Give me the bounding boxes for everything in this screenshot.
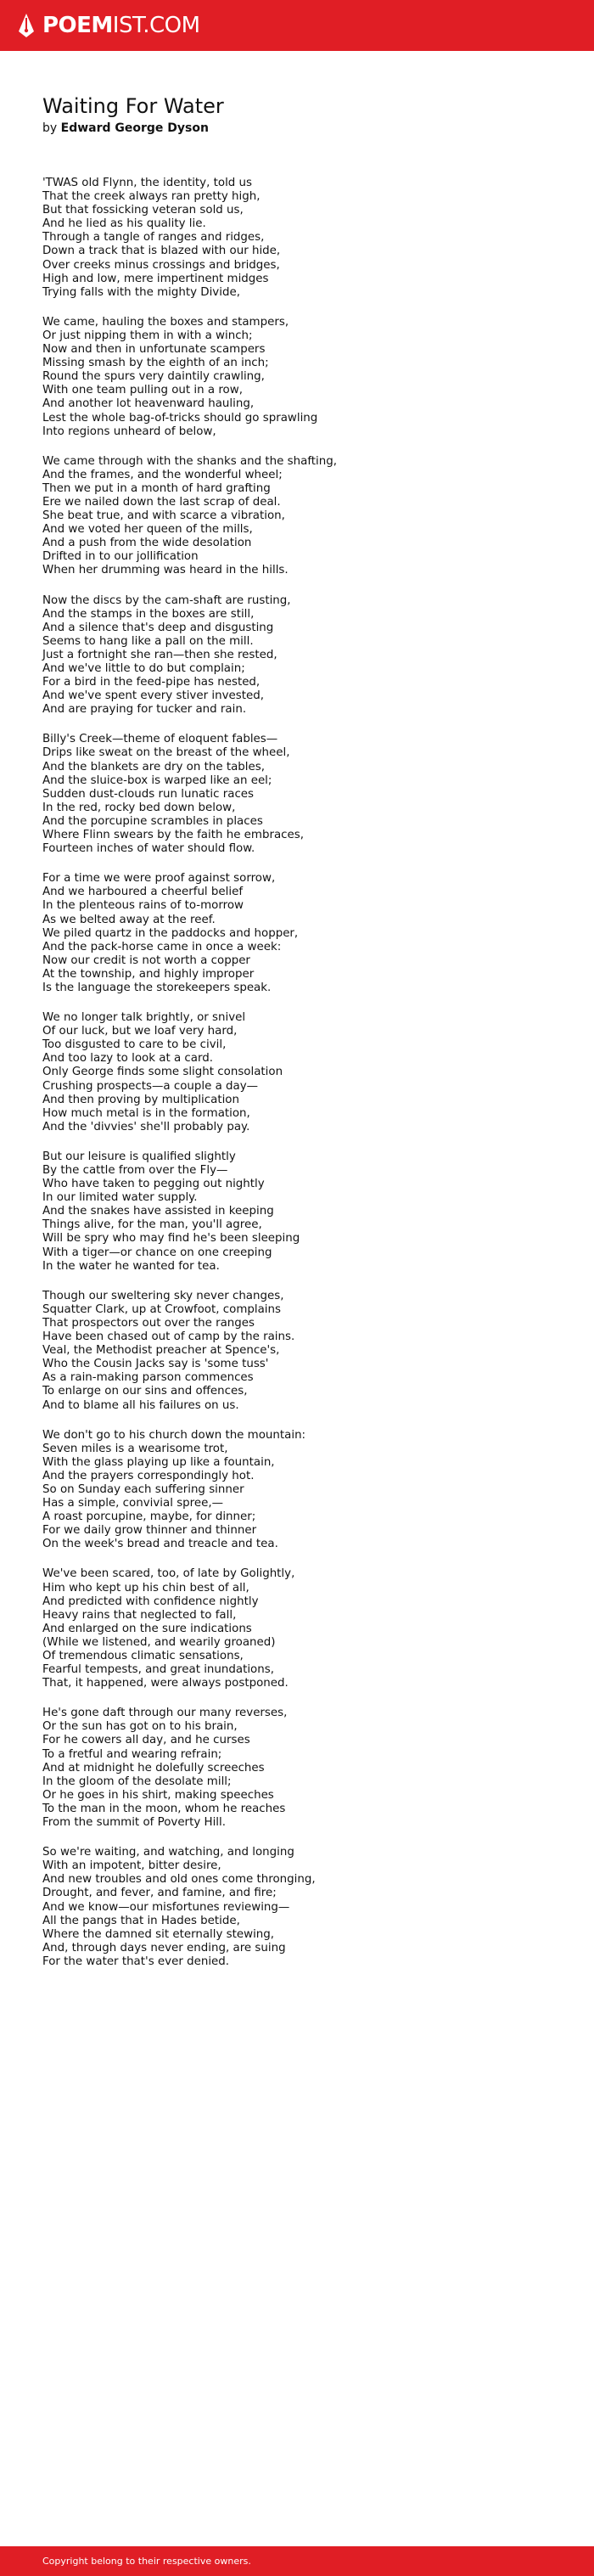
poem-line: We've been scared, too, of late by Golightly, bbox=[42, 1567, 295, 1581]
poem-line: And, through days never ending, are suing bbox=[42, 1941, 286, 1954]
poem-line: Through a tangle of ranges and ridges, bbox=[42, 231, 265, 245]
poem-line: A roast porcupine, maybe, for dinner; bbox=[42, 1510, 256, 1524]
poem-line: Just a fortnight she ran—then she rested, bbox=[42, 648, 277, 661]
poem-line: From the summit of Poverty Hill. bbox=[42, 1816, 226, 1830]
poem-line: Or just nipping them in with a winch; bbox=[42, 329, 253, 342]
poem-line: Who have taken to pegging out nightly bbox=[42, 1178, 265, 1191]
poem-line: For a time we were proof against sorrow, bbox=[42, 872, 276, 886]
stanza bbox=[42, 1567, 552, 1690]
poem-line: And he lied as his quality lie. bbox=[42, 217, 206, 231]
poem-line: All the pangs that in Hades betide, bbox=[42, 1914, 240, 1927]
stanza bbox=[42, 1846, 552, 1969]
poem-line: To enlarge on our sins and offences, bbox=[42, 1385, 248, 1398]
poem-line: Or he goes in his shirt, making speeches bbox=[42, 1788, 274, 1802]
poem-line: And another lot heavenward hauling, bbox=[42, 397, 255, 411]
poem-line: And we've spent every stiver invested, bbox=[42, 689, 264, 703]
poem-line: And a silence that's deep and disgusting bbox=[42, 621, 274, 634]
poem-line: We piled quartz in the paddocks and hopper, bbox=[42, 926, 299, 940]
poem-line: We no longer talk brightly, or snivel bbox=[42, 1011, 246, 1025]
logo-bold-text: POEM bbox=[42, 13, 113, 38]
poem-line: Squatter Clark, up at Crowfoot, complains bbox=[42, 1302, 281, 1316]
poem-line: And the blankets are dry on the tables, bbox=[42, 760, 265, 773]
poem-line: Will be spry who may find he's been sleeping bbox=[42, 1232, 300, 1246]
poem-line: That the creek always ran pretty high, bbox=[42, 190, 261, 204]
poem-line: Into regions unheard of below, bbox=[42, 425, 216, 438]
poem-line: He's gone daft through our many reverses, bbox=[42, 1707, 288, 1720]
stanza bbox=[42, 1429, 552, 1552]
poem-line: So on Sunday each suffering sinner bbox=[42, 1482, 244, 1496]
poem-line: Drought, and fever, and famine, and fire; bbox=[42, 1887, 277, 1900]
poem-line: And we voted her queen of the mills, bbox=[42, 523, 253, 537]
poem-line: Trying falls with the mighty Divide, bbox=[42, 285, 240, 299]
copyright-text: Copyright belong to their respective owners. bbox=[42, 2556, 251, 2567]
site-logo[interactable] bbox=[17, 13, 200, 38]
poem-line: To a fretful and wearing refrain; bbox=[42, 1747, 222, 1761]
poem-line: In the red, rocky bed down below, bbox=[42, 801, 236, 814]
poem-line: And the sluice-box is warped like an eel; bbox=[42, 773, 272, 787]
poem-line: And enlarged on the sure indications bbox=[42, 1622, 252, 1635]
poem-line: And are praying for tucker and rain. bbox=[42, 703, 247, 717]
poem-line: Where Flinn swears by the faith he embraces, bbox=[42, 829, 305, 842]
poem-line: With an impotent, bitter desire, bbox=[42, 1859, 221, 1873]
poem-line: When her drumming was heard in the hills. bbox=[42, 564, 289, 577]
poem-line: But our leisure is qualified slightly bbox=[42, 1150, 236, 1163]
poem-line: Though our sweltering sky never changes, bbox=[42, 1289, 284, 1302]
poem-line: How much metal is in the formation, bbox=[42, 1106, 250, 1120]
poem-line: Crushing prospects—a couple a day— bbox=[42, 1079, 259, 1093]
poem-line: In the water he wanted for tea. bbox=[42, 1259, 220, 1273]
poem-line: Missing smash by the eighth of an inch; bbox=[42, 357, 269, 370]
stanza bbox=[42, 1011, 552, 1134]
stanza bbox=[42, 733, 552, 856]
poem-line: Now the discs by the cam-shaft are rusting, bbox=[42, 593, 291, 607]
pen-nib-icon bbox=[17, 13, 36, 38]
poem-line: High and low, mere impertinent midges bbox=[42, 272, 269, 285]
poem-title: Waiting For Water bbox=[42, 94, 224, 118]
poem-line: She beat true, and with scarce a vibration, bbox=[42, 509, 285, 523]
poem-content bbox=[42, 93, 552, 1985]
poem-line: We don't go to his church down the mountain: bbox=[42, 1428, 306, 1442]
poem-line: Fearful tempests, and great inundations, bbox=[42, 1663, 274, 1677]
poem-line: For we daily grow thinner and thinner bbox=[42, 1524, 257, 1538]
stanza bbox=[42, 455, 552, 578]
poem-line: Lest the whole bag-of-tricks should go sprawling bbox=[42, 411, 318, 425]
poem-line: Only George finds some slight consolation bbox=[42, 1066, 283, 1079]
poem-line: And too lazy to look at a card. bbox=[42, 1052, 214, 1066]
poem-line: But that fossicking veteran sold us, bbox=[42, 204, 244, 217]
poem-line: Round the spurs very daintily crawling, bbox=[42, 370, 265, 384]
site-header bbox=[0, 0, 594, 51]
poem-line: Then we put in a month of hard grafting bbox=[42, 481, 271, 495]
stanza bbox=[42, 594, 552, 717]
stanza bbox=[42, 177, 552, 300]
poem-line: Now and then in unfortunate scampers bbox=[42, 343, 266, 357]
poem-line: Where the damned sit eternally stewing, bbox=[42, 1927, 275, 1941]
poem-line: Heavy rains that neglected to fall, bbox=[42, 1608, 237, 1622]
poem-line: And the 'divvies' she'll probably pay. bbox=[42, 1120, 250, 1133]
poem-line: And the porcupine scrambles in places bbox=[42, 814, 263, 828]
poem-line: Sudden dust-clouds run lunatic races bbox=[42, 787, 255, 801]
author-name[interactable]: Edward George Dyson bbox=[60, 121, 209, 135]
poem-line: In our limited water supply. bbox=[42, 1191, 198, 1205]
poem-line: By the cattle from over the Fly— bbox=[42, 1164, 228, 1177]
poem-line: Seems to hang like a pall on the mill. bbox=[42, 634, 254, 648]
poem-line: Him who kept up his chin best of all, bbox=[42, 1581, 249, 1595]
poem-line: Billy's Creek—theme of eloquent fables— bbox=[42, 733, 278, 746]
poem-line: And then proving by multiplication bbox=[42, 1093, 239, 1106]
poem-line: And new troubles and old ones come thronging, bbox=[42, 1873, 316, 1887]
poem-line: With the glass playing up like a fountain, bbox=[42, 1455, 275, 1469]
poem-line: We came through with the shanks and the shafting, bbox=[42, 454, 338, 468]
poem-line: And the snakes have assisted in keeping bbox=[42, 1205, 274, 1218]
poem-line: Down a track that is blazed with our hide, bbox=[42, 245, 281, 258]
poem-line: And at midnight he dolefully screeches bbox=[42, 1761, 265, 1775]
poem-line: And to blame all his failures on us. bbox=[42, 1398, 239, 1412]
poem-line: Has a simple, convivial spree,— bbox=[42, 1497, 224, 1510]
poem-line: For a bird in the feed-pipe has nested, bbox=[42, 676, 261, 689]
stanza bbox=[42, 316, 552, 439]
poem-line: With one team pulling out in a row, bbox=[42, 384, 243, 397]
stanza bbox=[42, 1707, 552, 1830]
poem-line: That, it happened, were always postponed. bbox=[42, 1677, 289, 1690]
poem-line: To the man in the moon, whom he reaches bbox=[42, 1802, 286, 1815]
poem-line: And the pack-horse came in once a week: bbox=[42, 940, 282, 953]
poem-line: (While we listened, and wearily groaned) bbox=[42, 1635, 276, 1649]
poem-line: 'TWAS old Flynn, the identity, told us bbox=[42, 177, 253, 189]
poem-line: Of tremendous climatic sensations, bbox=[42, 1650, 244, 1662]
poem-line: Too disgusted to care to be civil, bbox=[42, 1038, 227, 1052]
logo-light-text: IST.COM bbox=[112, 13, 200, 38]
poem-line: In the gloom of the desolate mill; bbox=[42, 1775, 232, 1788]
poem-line: With a tiger—or chance on one creeping bbox=[42, 1246, 272, 1259]
poem-line: Over creeks minus crossings and bridges, bbox=[42, 258, 280, 272]
poem-line: Who the Cousin Jacks say is 'some tuss' bbox=[42, 1358, 269, 1371]
poem-line: We came, hauling the boxes and stampers, bbox=[42, 315, 289, 329]
poem-line: And the prayers correspondingly hot. bbox=[42, 1469, 255, 1482]
poem-line: For the water that's ever denied. bbox=[42, 1954, 230, 1968]
poem-line: In the plenteous rains of to-morrow bbox=[42, 899, 244, 913]
poem-line: Veal, the Methodist preacher at Spence's, bbox=[42, 1344, 280, 1358]
poem-line: Ere we nailed down the last scrap of deal. bbox=[42, 495, 281, 509]
poem-line: And a push from the wide desolation bbox=[42, 537, 252, 550]
byline bbox=[42, 121, 552, 136]
poem-line: Drifted in to our jollification bbox=[42, 550, 199, 564]
poem-line: And we know—our misfortunes reviewing— bbox=[42, 1900, 290, 1914]
stanza bbox=[42, 872, 552, 995]
logo-wordmark bbox=[42, 14, 200, 37]
poem-line: Or the sun has got on to his brain, bbox=[42, 1720, 238, 1734]
poem-line: And the stamps in the boxes are still, bbox=[42, 607, 255, 621]
stanza bbox=[42, 1150, 552, 1274]
poem-line: And we harboured a cheerful belief bbox=[42, 886, 244, 899]
poem-line: Of our luck, but we loaf very hard, bbox=[42, 1025, 238, 1038]
poem-line: As a rain-making parson commences bbox=[42, 1371, 254, 1385]
poem-line: Fourteen inches of water should flow. bbox=[42, 842, 255, 856]
poem-line: And predicted with confidence nightly bbox=[42, 1595, 259, 1608]
poem-line: As we belted away at the reef. bbox=[42, 913, 216, 926]
poem-line: And the frames, and the wonderful wheel; bbox=[42, 468, 283, 481]
stanza bbox=[42, 1290, 552, 1413]
poem-body bbox=[42, 177, 552, 1969]
poem-line: At the township, and highly improper bbox=[42, 967, 255, 981]
by-prefix: by bbox=[42, 121, 58, 135]
poem-line: Drips like sweat on the breast of the wheel, bbox=[42, 746, 290, 760]
site-footer bbox=[0, 2546, 594, 2576]
poem-line: So we're waiting, and watching, and longing bbox=[42, 1846, 294, 1859]
poem-line: Now our credit is not worth a copper bbox=[42, 953, 250, 967]
poem-line: On the week's bread and treacle and tea. bbox=[42, 1538, 278, 1551]
poem-line: Is the language the storekeepers speak. bbox=[42, 981, 272, 994]
poem-line: Things alive, for the man, you'll agree, bbox=[42, 1218, 262, 1232]
poem-line: Have been chased out of camp by the rains. bbox=[42, 1330, 295, 1344]
poem-line: For he cowers all day, and he curses bbox=[42, 1734, 250, 1747]
poem-line: That prospectors out over the ranges bbox=[42, 1316, 255, 1330]
poem-line: And we've little to do but complain; bbox=[42, 662, 245, 675]
poem-line: Seven miles is a wearisome trot, bbox=[42, 1442, 228, 1455]
